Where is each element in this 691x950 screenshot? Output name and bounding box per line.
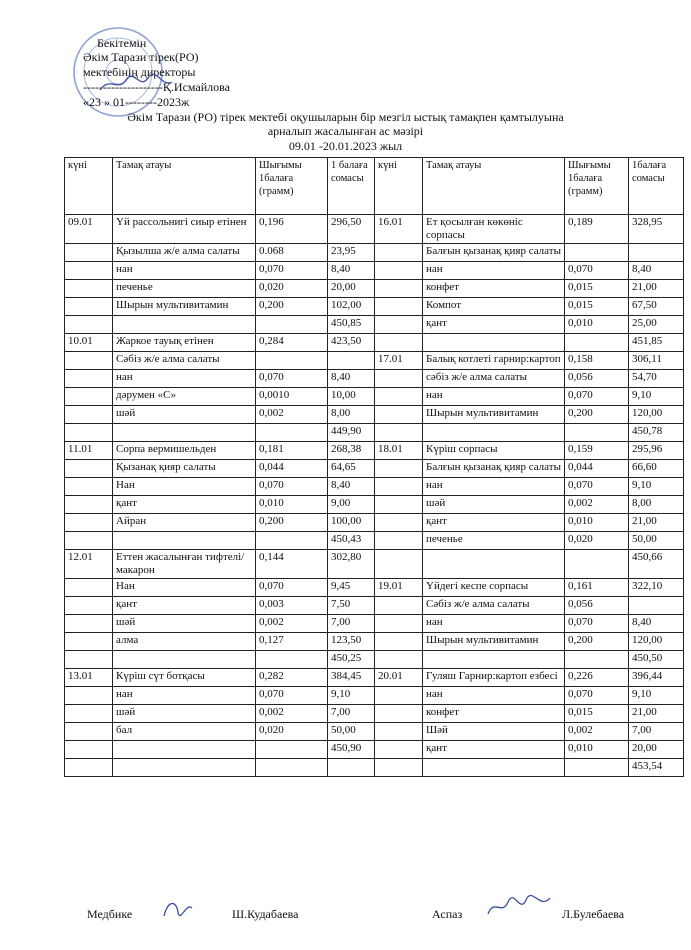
left-day-cell (65, 262, 113, 280)
right-dish-price: 9,10 (629, 687, 684, 705)
left-day-cell (65, 280, 113, 298)
left-dish-yield: 0,020 (256, 280, 328, 298)
right-dish-yield: 0,020 (565, 532, 629, 550)
right-day-cell (375, 478, 423, 496)
left-total-blank (256, 651, 328, 669)
school-name: Әкім Тарази тірек(РО) (83, 50, 199, 64)
table-row (65, 478, 684, 496)
menu-title-line1: Әкім Тарази (РО) тірек мектебі оқушыларын бір мезгіл ыстық тамақпен қамтылуына (127, 110, 564, 124)
left-day-cell (65, 597, 113, 615)
left-dish-yield: 0,070 (256, 478, 328, 496)
left-day-cell (65, 388, 113, 406)
right-dish-yield: 0,056 (565, 597, 629, 615)
right-dish-yield: 0,015 (565, 280, 629, 298)
col-price-left: 1 балаға сомасы (328, 158, 375, 215)
right-dish-yield: 0,226 (565, 669, 629, 687)
right-dish-yield (565, 244, 629, 262)
right-dish-name: Сәбіз ж/е алма салаты (423, 597, 565, 615)
right-dish-price: 8,40 (629, 262, 684, 280)
right-day-cell: 18.01 (375, 442, 423, 460)
left-dish-yield: 0,002 (256, 406, 328, 424)
right-day-cell (375, 723, 423, 741)
left-dish-price: 268,38 (328, 442, 375, 460)
left-day-cell: 12.01 (65, 550, 113, 579)
right-dish-price: 7,00 (629, 723, 684, 741)
col-dish-left: Тамақ атауы (113, 158, 256, 215)
left-dish-name: қант (113, 597, 256, 615)
director-label: мектебінің директоры (83, 65, 196, 79)
col-day-right: күні (375, 158, 423, 215)
left-dish-yield: 0,070 (256, 370, 328, 388)
right-dish-yield: 0,200 (565, 406, 629, 424)
right-day-cell (375, 262, 423, 280)
left-dish-price: 7,00 (328, 615, 375, 633)
right-dish-name: сәбіз ж/е алма салаты (423, 370, 565, 388)
left-day-total: 449,90 (328, 424, 375, 442)
right-dish-yield: 0,070 (565, 388, 629, 406)
right-dish-name: қант (423, 316, 565, 334)
left-dish-name: Күріш сүт ботқасы (113, 669, 256, 687)
right-day-cell (375, 550, 423, 579)
left-day-cell (65, 687, 113, 705)
left-dish-yield: 0,002 (256, 615, 328, 633)
left-day-cell (65, 478, 113, 496)
table-row (65, 532, 684, 550)
left-dish-name: дәрумен «С» (113, 388, 256, 406)
cook-name: Л.Булебаева (562, 907, 625, 921)
left-dish-yield: 0,070 (256, 687, 328, 705)
right-dish-price: 8,00 (629, 496, 684, 514)
right-dish-yield: 0,044 (565, 460, 629, 478)
left-dish-price: 384,45 (328, 669, 375, 687)
col-day-left: күні (65, 158, 113, 215)
left-day-cell: 10.01 (65, 334, 113, 352)
right-dish-name: Шәй (423, 723, 565, 741)
left-dish-name: Қызылша ж/е алма салаты (113, 244, 256, 262)
director-signature (96, 72, 176, 96)
right-day-cell: 17.01 (375, 352, 423, 370)
right-day-total: 451,85 (629, 334, 684, 352)
table-row (65, 496, 684, 514)
left-dish-yield: 0,284 (256, 334, 328, 352)
left-dish-price: 9,00 (328, 496, 375, 514)
nurse-name: Ш.Кудабаева (232, 907, 299, 921)
right-dish-yield: 0,010 (565, 741, 629, 759)
cook-label: Аспаз (432, 907, 463, 921)
right-dish-price: 120,00 (629, 406, 684, 424)
table-row (65, 651, 684, 669)
table-row (65, 316, 684, 334)
right-dish-name: Ет қосылған көкөніс сорпасы (423, 215, 565, 244)
left-empty-cell (256, 759, 328, 777)
right-dish-price: 9,10 (629, 478, 684, 496)
left-dish-name: алма (113, 633, 256, 651)
right-day-cell (375, 705, 423, 723)
right-dish-price: 21,00 (629, 280, 684, 298)
right-dish-name: нан (423, 478, 565, 496)
right-day-cell (375, 244, 423, 262)
left-dish-price: 296,50 (328, 215, 375, 244)
right-dish-name: конфет (423, 280, 565, 298)
table-row (65, 262, 684, 280)
right-day-cell (375, 651, 423, 669)
left-dish-name: Нан (113, 579, 256, 597)
right-dish-price: 20,00 (629, 741, 684, 759)
table-row (65, 597, 684, 615)
table-row (65, 388, 684, 406)
table-row (65, 244, 684, 262)
right-dish-yield: 0,015 (565, 705, 629, 723)
left-total-label (113, 532, 256, 550)
right-day-cell (375, 334, 423, 352)
left-dish-name: бал (113, 723, 256, 741)
right-dish-name: Гуляш Гарнир:картоп езбесі (423, 669, 565, 687)
left-dish-price: 23,95 (328, 244, 375, 262)
right-day-total: 450,66 (629, 550, 684, 579)
right-dish-name: қант (423, 741, 565, 759)
left-dish-price: 9,45 (328, 579, 375, 597)
left-total-label (113, 316, 256, 334)
left-dish-name: Шырын мультивитамин (113, 298, 256, 316)
left-day-cell (65, 424, 113, 442)
left-day-total: 450,43 (328, 532, 375, 550)
table-row (65, 280, 684, 298)
right-day-cell (375, 532, 423, 550)
right-total-blank (565, 334, 629, 352)
right-dish-name: Балғын қызанақ қияр салаты (423, 460, 565, 478)
right-day-cell (375, 316, 423, 334)
right-total-blank (565, 424, 629, 442)
right-day-cell (375, 633, 423, 651)
right-dish-yield: 0,200 (565, 633, 629, 651)
left-empty-cell (328, 759, 375, 777)
left-dish-price: 10,00 (328, 388, 375, 406)
right-day-cell (375, 496, 423, 514)
left-dish-yield: 0,002 (256, 705, 328, 723)
left-dish-price: 64,65 (328, 460, 375, 478)
right-total-blank (565, 550, 629, 579)
right-dish-price: 396,44 (629, 669, 684, 687)
right-day-cell (375, 597, 423, 615)
left-dish-yield: 0,200 (256, 514, 328, 532)
table-row (65, 705, 684, 723)
right-day-cell (375, 370, 423, 388)
right-day-cell: 20.01 (375, 669, 423, 687)
right-day-total: 450,78 (629, 424, 684, 442)
left-dish-yield: 0,127 (256, 633, 328, 651)
left-total-blank (256, 741, 328, 759)
table-row (65, 514, 684, 532)
right-dish-name: нан (423, 388, 565, 406)
right-dish-price: 8,40 (629, 615, 684, 633)
approve-label: Бекітемін (97, 36, 147, 50)
right-dish-price: 50,00 (629, 532, 684, 550)
left-dish-price (328, 352, 375, 370)
left-empty-cell (113, 759, 256, 777)
table-row (65, 669, 684, 687)
col-dish-right: Тамақ атауы (423, 158, 565, 215)
nurse-label: Медбике (87, 907, 133, 921)
left-dish-yield: 0,044 (256, 460, 328, 478)
right-dish-name: шәй (423, 496, 565, 514)
left-dish-price: 7,00 (328, 705, 375, 723)
table-row (65, 424, 684, 442)
left-dish-yield: 0,010 (256, 496, 328, 514)
right-dish-price: 328,95 (629, 215, 684, 244)
left-total-blank (256, 424, 328, 442)
right-dish-yield: 0,015 (565, 298, 629, 316)
right-day-cell (375, 687, 423, 705)
right-dish-name: нан (423, 615, 565, 633)
table-row (65, 442, 684, 460)
left-day-cell (65, 741, 113, 759)
left-dish-price: 102,00 (328, 298, 375, 316)
left-dish-yield: 0,020 (256, 723, 328, 741)
table-row (65, 215, 684, 244)
table-row (65, 460, 684, 478)
left-dish-name: шәй (113, 705, 256, 723)
right-total-label (423, 759, 565, 777)
right-total-label (423, 550, 565, 579)
left-total-label (113, 741, 256, 759)
left-dish-price: 8,40 (328, 370, 375, 388)
right-dish-price (629, 244, 684, 262)
table-row (65, 615, 684, 633)
left-total-label (113, 651, 256, 669)
right-dish-name: Балық котлеті гарнир:картоп (423, 352, 565, 370)
left-day-cell: 09.01 (65, 215, 113, 244)
table-row (65, 352, 684, 370)
left-dish-name: нан (113, 262, 256, 280)
left-dish-yield (256, 352, 328, 370)
right-day-cell (375, 514, 423, 532)
left-day-cell (65, 705, 113, 723)
table-row (65, 723, 684, 741)
right-dish-yield: 0,158 (565, 352, 629, 370)
right-dish-yield: 0,010 (565, 514, 629, 532)
left-dish-name: Жаркое тауық етінен (113, 334, 256, 352)
left-total-blank (256, 532, 328, 550)
approval-date: «23 » 01--------2023ж (83, 95, 190, 109)
menu-table (64, 157, 684, 777)
left-dish-price: 302,80 (328, 550, 375, 579)
table-row (65, 633, 684, 651)
right-dish-name: нан (423, 262, 565, 280)
right-dish-price: 21,00 (629, 705, 684, 723)
right-day-cell (375, 406, 423, 424)
left-dish-name: шәй (113, 615, 256, 633)
nurse-signature (160, 896, 196, 922)
left-dish-name: Еттен жасалынған тифтелі/макарон (113, 550, 256, 579)
right-dish-yield: 0,056 (565, 370, 629, 388)
right-total-label (423, 334, 565, 352)
table-row (65, 298, 684, 316)
col-price-right: 1балаға сомасы (629, 158, 684, 215)
left-dish-name: Айран (113, 514, 256, 532)
left-dish-name: нан (113, 370, 256, 388)
table-row (65, 370, 684, 388)
right-dish-price: 322,10 (629, 579, 684, 597)
right-dish-yield: 0,161 (565, 579, 629, 597)
left-dish-name: шәй (113, 406, 256, 424)
cook-signature (484, 892, 554, 922)
right-day-cell: 19.01 (375, 579, 423, 597)
director-name: --------------------Қ.Исмайлова (83, 80, 230, 94)
left-dish-price: 20,00 (328, 280, 375, 298)
left-dish-yield: 0,144 (256, 550, 328, 579)
col-yield-right: Шығымы 1балаға (грамм) (565, 158, 629, 215)
left-day-cell: 13.01 (65, 669, 113, 687)
right-day-cell (375, 741, 423, 759)
menu-title-line2: арналып жасалынған ас мәзірі (267, 124, 424, 138)
right-dish-yield: 0,070 (565, 687, 629, 705)
right-dish-price: 306,11 (629, 352, 684, 370)
left-dish-price: 9,10 (328, 687, 375, 705)
left-total-label (113, 424, 256, 442)
right-dish-yield: 0,159 (565, 442, 629, 460)
right-dish-name: Үйдегі кеспе сорпасы (423, 579, 565, 597)
left-dish-name: Сәбіз ж/е алма салаты (113, 352, 256, 370)
col-yield-left: Шығымы 1балаға (грамм) (256, 158, 328, 215)
right-dish-yield: 0,070 (565, 262, 629, 280)
left-day-cell (65, 496, 113, 514)
left-dish-name: Сорпа вермишельден (113, 442, 256, 460)
right-dish-price: 9,10 (629, 388, 684, 406)
right-dish-yield: 0,002 (565, 723, 629, 741)
right-dish-name: Шырын мультивитамин (423, 406, 565, 424)
right-dish-price: 66,60 (629, 460, 684, 478)
right-dish-yield: 0,010 (565, 316, 629, 334)
right-day-cell (375, 424, 423, 442)
left-dish-price: 7,50 (328, 597, 375, 615)
table-row (65, 687, 684, 705)
left-dish-name: Қызанақ қияр салаты (113, 460, 256, 478)
right-total-label (423, 424, 565, 442)
table-row (65, 741, 684, 759)
left-dish-price: 50,00 (328, 723, 375, 741)
right-dish-price: 54,70 (629, 370, 684, 388)
right-day-cell (375, 298, 423, 316)
left-dish-price: 100,00 (328, 514, 375, 532)
right-day-total: 453,54 (629, 759, 684, 777)
left-dish-name: Нан (113, 478, 256, 496)
right-dish-name: Шырын мультивитамин (423, 633, 565, 651)
table-row (65, 406, 684, 424)
left-dish-yield: 0,196 (256, 215, 328, 244)
right-day-cell (375, 615, 423, 633)
left-day-cell (65, 370, 113, 388)
left-total-blank (256, 316, 328, 334)
left-dish-yield: 0,282 (256, 669, 328, 687)
right-dish-price: 67,50 (629, 298, 684, 316)
right-dish-yield: 0,070 (565, 615, 629, 633)
right-dish-name: нан (423, 687, 565, 705)
right-day-total: 450,50 (629, 651, 684, 669)
left-dish-name: печенье (113, 280, 256, 298)
right-day-cell (375, 460, 423, 478)
left-day-cell (65, 532, 113, 550)
right-dish-name: қант (423, 514, 565, 532)
left-dish-name: нан (113, 687, 256, 705)
right-total-blank (565, 759, 629, 777)
left-day-total: 450,25 (328, 651, 375, 669)
menu-period: 09.01 -20.01.2023 жыл (288, 139, 403, 153)
left-day-cell (65, 723, 113, 741)
left-day-cell (65, 460, 113, 478)
left-day-cell: 11.01 (65, 442, 113, 460)
left-dish-yield: 0,070 (256, 262, 328, 280)
left-empty-cell (65, 759, 113, 777)
right-dish-name: Балғын қызанақ қияр салаты (423, 244, 565, 262)
left-day-cell (65, 244, 113, 262)
left-day-cell (65, 316, 113, 334)
left-dish-yield: 0,181 (256, 442, 328, 460)
table-row (65, 550, 684, 579)
left-dish-yield: 0,070 (256, 579, 328, 597)
table-row (65, 334, 684, 352)
left-dish-yield: 0,0010 (256, 388, 328, 406)
left-day-cell (65, 352, 113, 370)
left-day-cell (65, 514, 113, 532)
right-day-cell (375, 280, 423, 298)
right-total-label (423, 651, 565, 669)
left-dish-yield: 0,200 (256, 298, 328, 316)
right-dish-yield: 0,002 (565, 496, 629, 514)
left-day-total: 450,90 (328, 741, 375, 759)
right-day-cell (375, 388, 423, 406)
left-dish-price: 8,40 (328, 262, 375, 280)
right-dish-name: Күріш сорпасы (423, 442, 565, 460)
table-row (65, 579, 684, 597)
left-day-cell (65, 615, 113, 633)
left-dish-yield: 0.068 (256, 244, 328, 262)
right-dish-yield: 0,189 (565, 215, 629, 244)
right-dish-price: 21,00 (629, 514, 684, 532)
right-dish-name: Компот (423, 298, 565, 316)
right-dish-name: печенье (423, 532, 565, 550)
right-dish-price (629, 597, 684, 615)
left-day-cell (65, 633, 113, 651)
left-dish-price: 423,50 (328, 334, 375, 352)
table-header-row (65, 158, 684, 215)
right-total-blank (565, 651, 629, 669)
left-day-cell (65, 579, 113, 597)
right-dish-price: 120,00 (629, 633, 684, 651)
right-dish-price: 295,96 (629, 442, 684, 460)
left-dish-price: 8,40 (328, 478, 375, 496)
left-dish-price: 8,00 (328, 406, 375, 424)
right-dish-name: конфет (423, 705, 565, 723)
right-dish-yield: 0,070 (565, 478, 629, 496)
left-dish-name: Үй рассольнигі сиыр етінен (113, 215, 256, 244)
left-day-cell (65, 406, 113, 424)
table-row (65, 759, 684, 777)
left-day-cell (65, 651, 113, 669)
left-dish-yield: 0,003 (256, 597, 328, 615)
left-day-cell (65, 298, 113, 316)
right-day-cell: 16.01 (375, 215, 423, 244)
right-dish-price: 25,00 (629, 316, 684, 334)
left-day-total: 450,85 (328, 316, 375, 334)
left-dish-price: 123,50 (328, 633, 375, 651)
left-dish-name: қант (113, 496, 256, 514)
right-day-cell (375, 759, 423, 777)
